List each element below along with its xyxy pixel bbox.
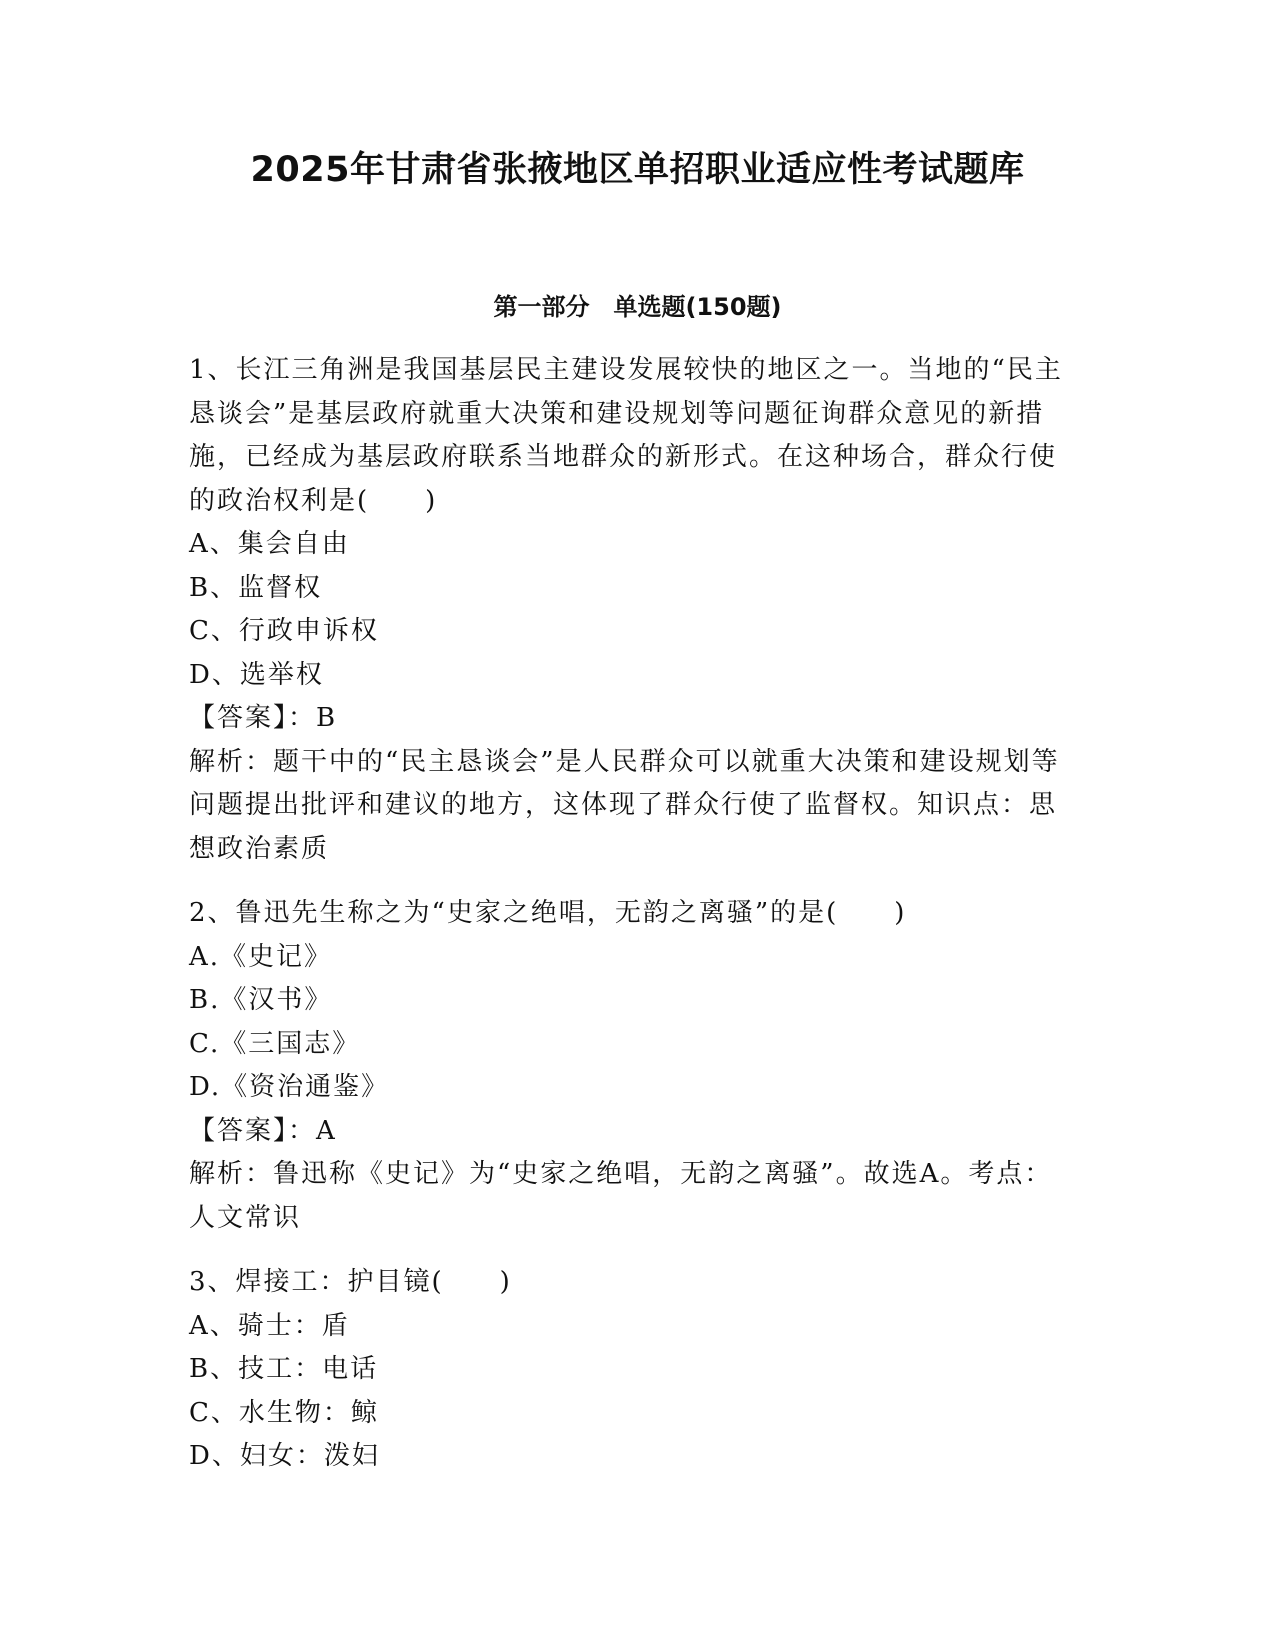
question-stem: 1、长江三角洲是我国基层民主建设发展较快的地区之一。当地的“民主恳谈会”是基层政府就重大决策和建设规划等问题征询群众意见的新措施，已经成为基层政府联系当地群众的新形式。在这种场合，群众行使的政治权利是( ) — [189, 355, 1063, 516]
option-d: D.《资治通鉴》 — [189, 1072, 390, 1102]
answer: 【答案】：A — [189, 1115, 337, 1146]
option-d: D、选举权 — [189, 659, 324, 690]
question-2 — [189, 892, 1079, 1240]
analysis: 解析：题干中的“民主恳谈会”是人民群众可以就重大决策和建设规划等问题提出批评和建议的地方，这体现了群众行使了监督权。知识点：思想政治素质 — [189, 746, 1060, 864]
option-a: A、集会自由 — [189, 529, 350, 559]
option-b: B.《汉书》 — [189, 985, 333, 1015]
question-1 — [189, 349, 1079, 871]
question-list — [189, 349, 1079, 1500]
question-stem: 3、焊接工：护目镜( ) — [189, 1267, 512, 1297]
option-c: C.《三国志》 — [189, 1028, 361, 1059]
option-b: B、技工：电话 — [189, 1354, 379, 1384]
question-stem: 2、鲁迅先生称之为“史家之绝唱，无韵之离骚”的是( ) — [189, 898, 907, 928]
option-c: C、水生物：鲸 — [189, 1397, 379, 1428]
answer: 【答案】：B — [189, 703, 338, 733]
option-b: B、监督权 — [189, 572, 323, 603]
option-c: C、行政申诉权 — [189, 616, 379, 646]
option-a: A、骑士：盾 — [189, 1310, 350, 1341]
section-heading: 第一部分 单选题(150题) — [493, 293, 782, 321]
question-3 — [189, 1261, 1079, 1479]
analysis: 解析：鲁迅称《史记》为“史家之绝唱，无韵之离骚”。故选A。考点：人文常识 — [189, 1159, 1053, 1233]
option-d: D、妇女：泼妇 — [189, 1441, 380, 1471]
option-a: A.《史记》 — [189, 941, 333, 972]
document-title: 2025年甘肃省张掖地区单招职业适应性考试题库 — [250, 150, 1025, 190]
